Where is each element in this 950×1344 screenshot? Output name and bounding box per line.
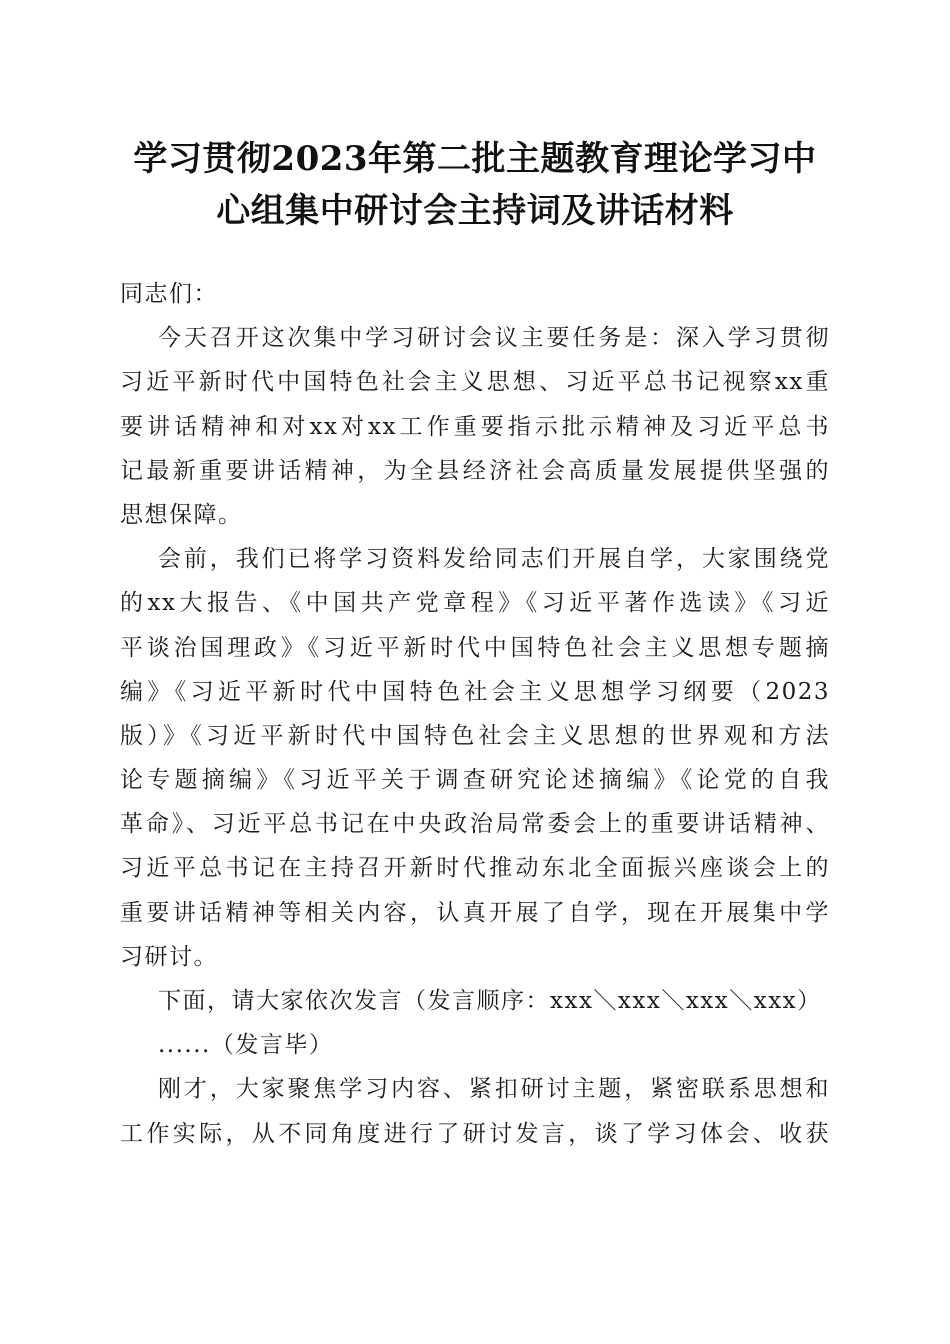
paragraph-1-line: 今天召开这次集中学习研讨会议主要任务是：深入学习贯彻 xyxy=(158,325,830,352)
paragraph-2-line: 的xx大报告、《中国共产党章程》《习近平著作选读》《习近 xyxy=(120,590,830,617)
title-line-2: 心组集中研讨会主持词及讲话材料 xyxy=(216,191,734,231)
paragraph-1-line: 习近平新时代中国特色社会主义思想、习近平总书记视察xx重 xyxy=(120,369,830,396)
document-body xyxy=(120,272,830,1156)
paragraph-5-line: 刚才，大家聚焦学习内容、紧扣研讨主题，紧密联系思想和 xyxy=(158,1076,830,1103)
paragraph-2-line: 习研讨。 xyxy=(120,943,218,970)
paragraph-1-line: 记最新重要讲话精神，为全县经济社会高质量发展提供坚强的 xyxy=(120,457,830,484)
paragraph-2-line: 论专题摘编》《习近平关于调查研究论述摘编》《论党的自我 xyxy=(120,767,830,794)
paragraph-2-line: 习近平总书记在主持召开新时代推动东北全面振兴座谈会上的 xyxy=(120,855,830,882)
paragraph-2-line: 编》《习近平新时代中国特色社会主义思想学习纲要（2023 xyxy=(120,678,830,705)
paragraph-2-line: 版）》《习近平新时代中国特色社会主义思想的世界观和方法 xyxy=(120,722,830,749)
paragraph-5-line: 工作实际，从不同角度进行了研讨发言，谈了学习体会、收获 xyxy=(120,1120,830,1147)
paragraph-2-line: 会前，我们已将学习资料发给同志们开展自学，大家围绕党 xyxy=(158,546,830,573)
title-line-1: 学习贯彻2023年第二批主题教育理论学习中 xyxy=(133,139,817,179)
paragraph-2-line: 革命》、习近平总书记在中央政治局常委会上的重要讲话精神、 xyxy=(120,811,830,838)
paragraph-2-line: 重要讲话精神等相关内容，认真开展了自学，现在开展集中学 xyxy=(120,899,830,926)
salutation: 同志们： xyxy=(120,281,218,307)
paragraph-1-line: 要讲话精神和对xx对xx工作重要指示批示精神及习近平总书 xyxy=(120,413,830,440)
document-title xyxy=(100,133,850,237)
paragraph-3-line: 下面，请大家依次发言（发言顺序：xxx＼xxx＼xxx＼xxx） xyxy=(158,988,822,1014)
paragraph-2-line: 平谈治国理政》《习近平新时代中国特色社会主义思想专题摘 xyxy=(120,634,830,661)
paragraph-4-line: ......（发言毕） xyxy=(158,1032,334,1059)
paragraph-1-line: 思想保障。 xyxy=(120,501,243,528)
